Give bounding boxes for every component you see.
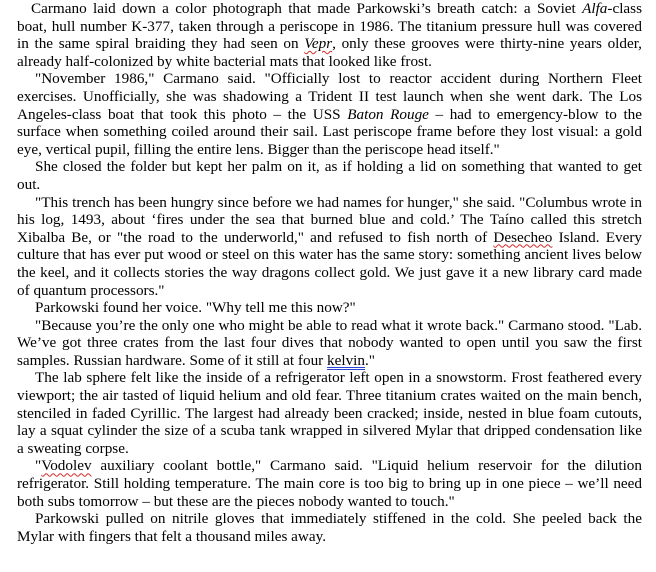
text-run: auxiliary coolant bottle," Carmano said. "Liquid helium reservoir for the dilution refrigerator. Still holding temperature. The main core is too big to bring up in one piece – we’ll need both subs tomorrow – but these are the pieces nobody wanted to touch." [17, 457, 642, 510]
text-run: , only these grooves were thirty-nine years older, already half-colonized by white bacterial mats that looked like frost. [17, 35, 642, 70]
text-run: "November 1986," Carmano said. "Officially lost to reactor accident during Northern Fleet exercises. Unofficially, she was shadowing a Trident II test launch when she went dark. The Los Angeles-class boat that took this photo – the USS [17, 70, 642, 123]
text-run: " [35, 457, 42, 475]
italic-text-run: Baton Rouge [347, 105, 429, 123]
text-run: She closed the folder but kept her palm on it, as if holding a lid on something that wanted to get out. [17, 158, 642, 193]
grammar-flagged-word[interactable]: kelvin [327, 351, 365, 369]
italic-text-run: Alfa [582, 0, 608, 17]
paragraph-6 [17, 317, 642, 370]
text-run: ." [365, 351, 375, 369]
paragraph-5 [17, 299, 642, 317]
paragraph-1 [17, 0, 642, 70]
spelling-flagged-word[interactable]: Vodolev [41, 457, 92, 475]
text-run: Island. Every culture that has ever put wood or steel on this water has the same story: something ancient lives below the keel, and it collects stories the way dragons collect gold. We just gave it a new library card made of quantum processors." [17, 228, 642, 299]
text-run: "Because you’re the only one who might be able to read what it wrote back." Carmano stood. "Lab. We’ve got three crates from the last four dives that nobody wanted to open until you saw the first samples. Russian hardware. Some of it still at four [17, 316, 642, 369]
text-run: Parkowski pulled on nitrile gloves that immediately stiffened in the cold. She peeled back the Mylar with fingers that felt a thousand miles away. [17, 510, 642, 545]
paragraph-4 [17, 194, 642, 300]
paragraph-2 [17, 70, 642, 158]
text-run: "This trench has been hungry since before we had names for hunger," she said. "Columbus wrote in his log, 1493, about ‘fires under the sea that burned blue and cold.’ The Taíno called this stretch Xibalba Be, or "the road to the underworld," and refused to fish north of [17, 193, 642, 246]
text-run: – had to emergency-blow to the surface when something coiled around their sail. Last periscope frame before they lost visual: a gold eye, vertical pupil, filling the entire lens. Bigger than the periscope head itself." [17, 105, 643, 158]
text-run: -class boat, hull number K-377, taken through a periscope in 1986. The titanium pressure hull was covered in the same spiral braiding they had seen on [17, 0, 642, 53]
paragraph-7 [17, 369, 642, 457]
text-run: The lab sphere felt like the inside of a refrigerator left open in a snowstorm. Frost feathered every viewport; the air tasted of liquid helium and old fear. Three titanium crates waited on the main bench, stenciled in faded Cyrillic. The largest had already been cracked; inside, nested in blue foam cutouts, lay a squat cylinder the size of a scuba tank wrapped in silvered Mylar that dripped condensation like a sweating corpse. [17, 369, 642, 457]
paragraph-3 [17, 158, 642, 193]
spelling-flagged-word[interactable]: Vepr [304, 35, 333, 53]
text-run: Parkowski found her voice. "Why tell me this now?" [35, 299, 356, 317]
spelling-flagged-word[interactable]: Desecheo [493, 228, 553, 246]
paragraph-8 [17, 457, 642, 510]
text-run: Carmano laid down a color photograph that made Parkowski’s breath catch: a Soviet [31, 0, 583, 17]
paragraph-9 [17, 510, 642, 545]
